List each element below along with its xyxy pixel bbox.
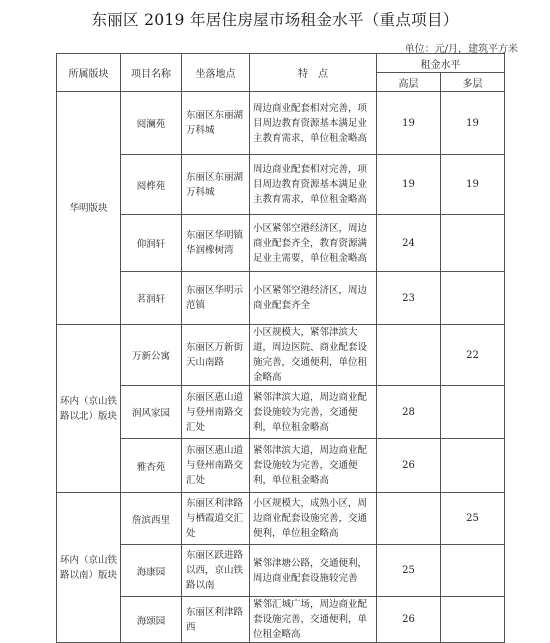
rent-table — [56, 53, 505, 643]
table-row — [57, 325, 505, 386]
rent-multi: 22 — [441, 325, 505, 386]
table-row — [57, 92, 505, 155]
table-row — [57, 439, 505, 493]
table-row — [57, 155, 505, 215]
project-location: 东丽区惠山道与登州南路交汇处 — [182, 386, 250, 439]
header-location: 坐落地点 — [182, 54, 250, 92]
project-name: 润风家园 — [121, 386, 182, 439]
project-name: 海颂园 — [121, 597, 182, 643]
project-features: 小区规模大，紧邻津滨大道，周边医院、商业配套设施完善，交通便利，单位租金略高 — [250, 325, 377, 386]
rent-high: 26 — [377, 439, 441, 493]
rent-high — [377, 325, 441, 386]
project-features: 紧邻汇城广场，周边商业配套设施完善，交通便利，单位租金略高 — [250, 597, 377, 643]
project-name: 海康园 — [121, 545, 182, 597]
project-features: 小区紧邻空港经济区，周边商业配套齐全 — [250, 272, 377, 325]
project-features: 紧邻津滨大道，周边商业配套设施较为完善，交通便利，单位租金略高 — [250, 386, 377, 439]
rent-multi — [441, 272, 505, 325]
rent-high: 23 — [377, 272, 441, 325]
project-location: 东丽区跃进路以西，京山铁路以南 — [182, 545, 250, 597]
rent-high: 26 — [377, 597, 441, 643]
project-name: 阅澜苑 — [121, 92, 182, 155]
project-name: 万新公寓 — [121, 325, 182, 386]
project-name: 茗润轩 — [121, 272, 182, 325]
unit-note: 单位：元/月，建筑平方米 — [404, 44, 518, 55]
header-multi: 多层 — [441, 73, 505, 92]
project-name: 阅桦苑 — [121, 155, 182, 215]
rent-multi — [441, 386, 505, 439]
project-name: 雅杏苑 — [121, 439, 182, 493]
project-name: 仰润轩 — [121, 215, 182, 272]
project-features: 小区紧邻空港经济区，周边商业配套齐全，教育资源满足业主需要，单位租金略高 — [250, 215, 377, 272]
page-title: 东丽区 2019 年居住房屋市场租金水平（重点项目） — [91, 11, 459, 29]
rent-multi — [441, 439, 505, 493]
rent-multi: 19 — [441, 155, 505, 215]
rent-high: 24 — [377, 215, 441, 272]
header-rent: 租金水平 — [377, 54, 505, 73]
rent-multi — [441, 215, 505, 272]
rent-multi: 19 — [441, 92, 505, 155]
project-location: 东丽区东丽湖万科城 — [182, 155, 250, 215]
project-features: 周边商业配套相对完善，项目周边教育资源基本满足业主教育需求，单位租金略高 — [250, 92, 377, 155]
project-location: 东丽区东丽湖万科城 — [182, 92, 250, 155]
block-cell: 环内（京山铁路以南）版块 — [57, 493, 121, 643]
project-features: 周边商业配套相对完善，项目周边教育资源基本满足业主教育需求，单位租金略高 — [250, 155, 377, 215]
table-row — [57, 597, 505, 643]
project-name: 詹滨西里 — [121, 493, 182, 545]
rent-multi: 25 — [441, 493, 505, 545]
rent-high — [377, 493, 441, 545]
table-row — [57, 493, 505, 545]
block-cell: 华明版块 — [57, 92, 121, 325]
rent-high: 25 — [377, 545, 441, 597]
rent-multi — [441, 597, 505, 643]
project-location: 东丽区万新街天山南路 — [182, 325, 250, 386]
rent-high: 19 — [377, 92, 441, 155]
project-features: 紧邻津塘公路，交通便利，周边商业配套设施较完善 — [250, 545, 377, 597]
project-location: 东丽区惠山道与登州南路交汇处 — [182, 439, 250, 493]
project-features: 小区规模大，成熟小区，周边商业配套设施完善，交通便利，单位租金略高 — [250, 493, 377, 545]
table-row — [57, 215, 505, 272]
rent-multi — [441, 545, 505, 597]
project-location: 东丽区利津路与栖霞道交汇处 — [182, 493, 250, 545]
table-row — [57, 272, 505, 325]
block-cell: 环内（京山铁路以北）版块 — [57, 325, 121, 493]
table-row — [57, 545, 505, 597]
header-high: 高层 — [377, 73, 441, 92]
rent-high: 19 — [377, 155, 441, 215]
header-project: 项目名称 — [121, 54, 182, 92]
rent-high: 28 — [377, 386, 441, 439]
project-location: 东丽区华明示范镇 — [182, 272, 250, 325]
header-features: 特 点 — [250, 54, 377, 92]
project-features: 紧邻津滨大道，周边商业配套设施较为完善，交通便利，单位租金略高 — [250, 439, 377, 493]
table-row — [57, 386, 505, 439]
project-location: 东丽区华明镇华润橡树湾 — [182, 215, 250, 272]
project-location: 东丽区利津路西 — [182, 597, 250, 643]
header-block: 所属版块 — [57, 54, 121, 92]
